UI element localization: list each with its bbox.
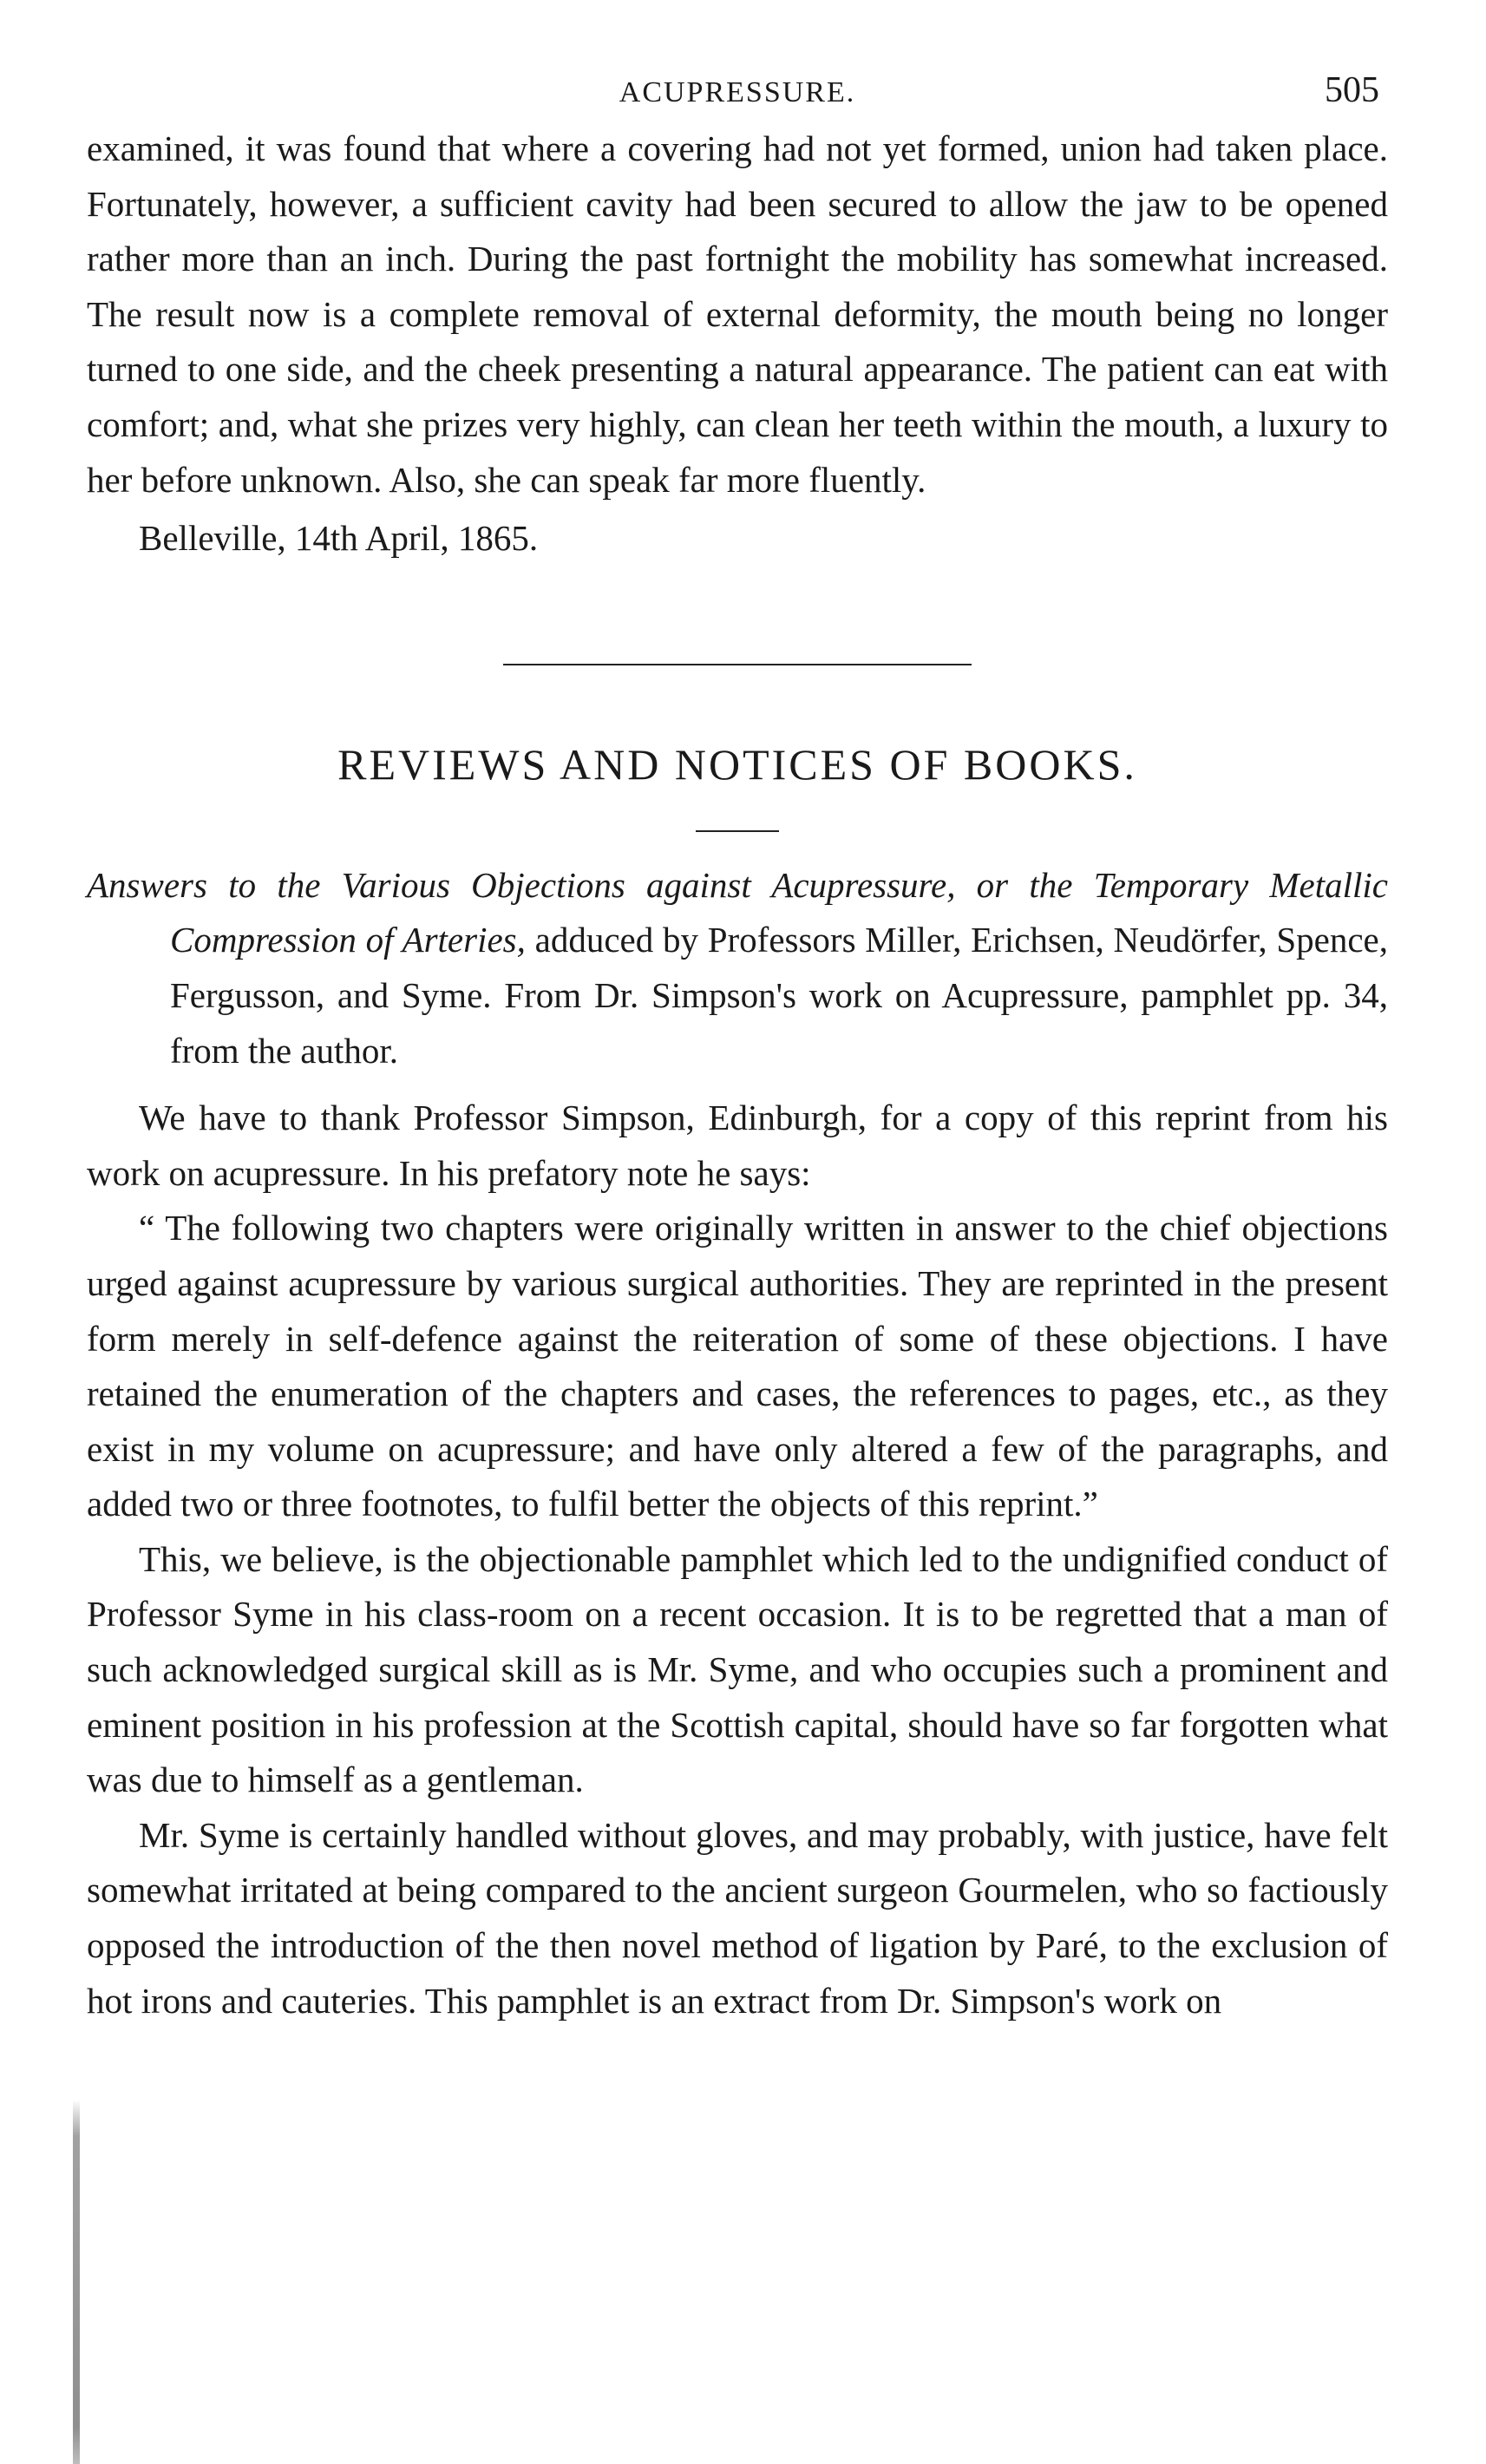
review-paragraph-1: We have to thank Professor Simpson, Edinburgh, for a copy of this reprint from his work on acupressure. In his prefatory note he says: [87, 1098, 1388, 1193]
scan-margin-shadow [73, 2100, 80, 2464]
heading-rule [696, 830, 779, 832]
running-title: ACUPRESSURE. [619, 76, 856, 108]
section-divider [503, 664, 972, 665]
section-heading: REVIEWS AND NOTICES OF BOOKS. [337, 739, 1137, 789]
letter-signoff: Belleville, 14th April, 1865. [139, 518, 539, 559]
book-page [87, 69, 1388, 2028]
book-reference [87, 858, 1388, 1078]
running-head [87, 69, 1388, 121]
prefatory-quote: “ The following two chapters were originally written in answer to the chief objections urged against acupressure by various surgical authorities. They are reprinted in the present form merely in self-defence against the reiteration of some of these objections. I have retained the enumeration of the chapters and cases, the references to pages, etc., as they exist in my volume on acupressure; and have only altered a few of the paragraphs, and added two or three footnotes, to fulfil better the objects of this reprint.” [87, 1208, 1388, 1524]
book-title: Answers to the Various Objections against Acupressure, or the Temporary Metallic Compression of Arteries, [87, 864, 1388, 960]
review-paragraph-2: This, we believe, is the objectionable pamphlet which led to the undignified conduct of Professor Syme in his class-room on a recent occasion. It is to be regretted that a man of such acknowledged surgical skill as is Mr. Syme, and who occupies such a prominent and eminent position in his profession at the Scottish capital, should have so far forgotten what was due to himself as a gentleman. [87, 1538, 1388, 1800]
book-details: adduced by Professors Miller, Erichsen, Neudörfer, Spence, Fergusson, and Syme. From Dr. Simpson's work on Acupressure, pamphlet pp. 34, from the author. [170, 920, 1388, 1071]
page-number: 505 [1325, 70, 1379, 110]
continued-paragraph: examined, it was found that where a covering had not yet formed, union had taken place. Fortunately, however, a sufficient cavity had been secured to allow the jaw to be opened rather more than an inch. During the past fortnight the mobility has somewhat increased. The result now is a complete removal of external deformity, the mouth being no longer turned to one side, and the cheek presenting a natural appearance. The patient can eat with comfort; and, what she prizes very highly, can clean her teeth within the mouth, a luxury to her before unknown. Also, she can speak far more fluently. [87, 128, 1388, 500]
review-paragraph-3: Mr. Syme is certainly handled without gloves, and may probably, with justice, have felt somewhat irritated at being compared to the ancient surgeon Gourmelen, who so factiously opposed the introduction of the then novel method of ligation by Paré, to the exclusion of hot irons and cauteries. This pamphlet is an extract from Dr. Simpson's work on [87, 1814, 1388, 2021]
